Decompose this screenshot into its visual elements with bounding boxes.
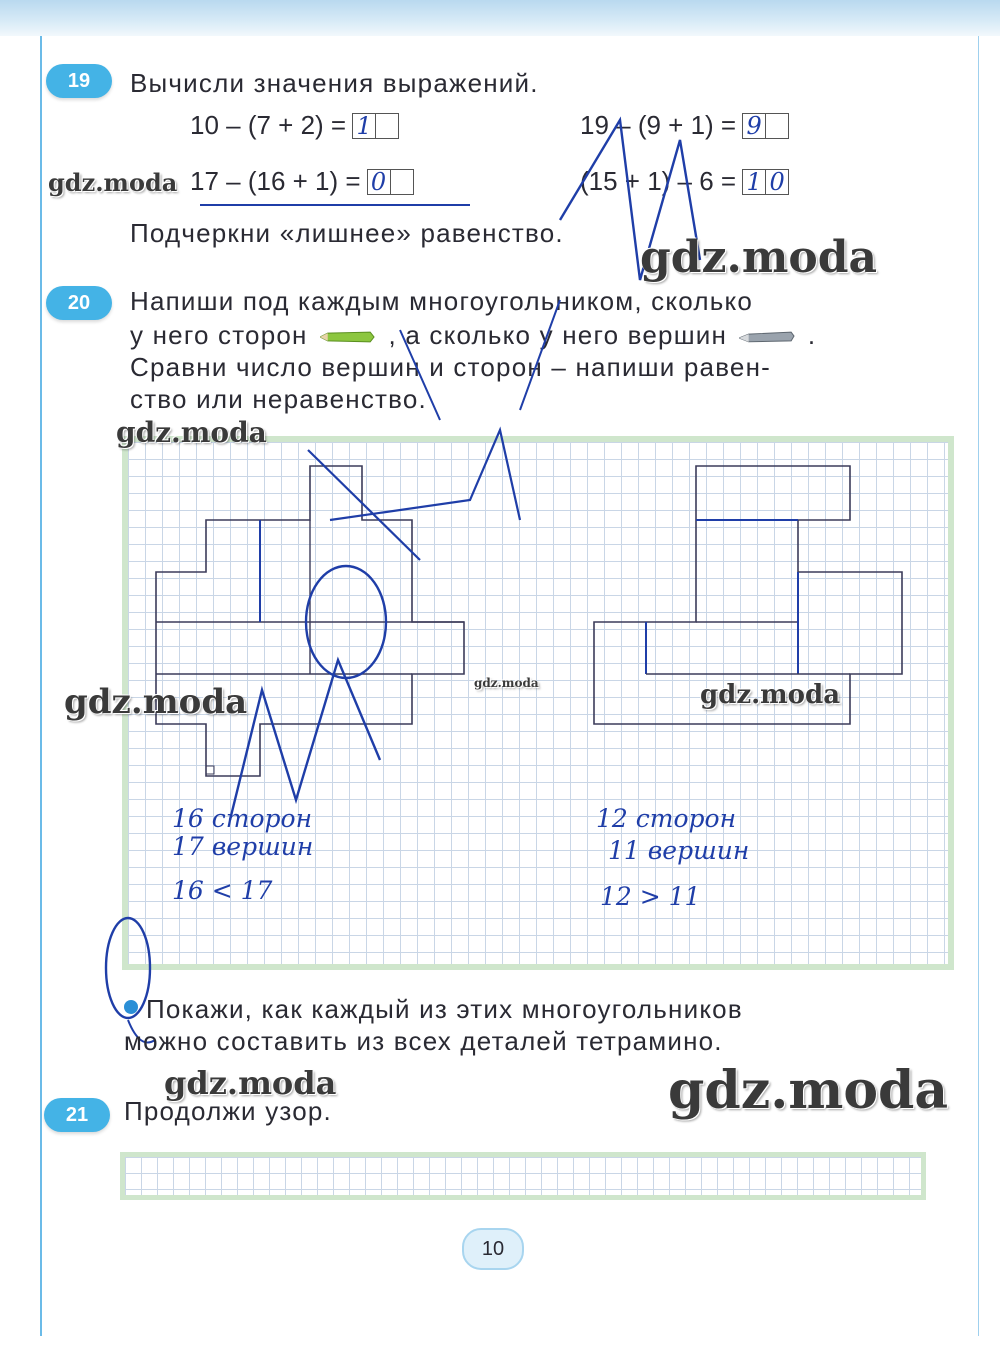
exercise-20-bullet-line-1: Покажи, как каждый из этих многоугольников xyxy=(146,994,743,1024)
watermark: gdz.moda xyxy=(668,1060,949,1121)
left-vertices-count: 17 вершин xyxy=(172,832,314,861)
left-comparison: 16 < 17 xyxy=(172,876,273,905)
answer-digit: 0 xyxy=(367,169,391,195)
watermark: gdz.moda xyxy=(640,232,878,283)
right-sides-count: 12 сторон xyxy=(596,804,737,833)
exercise-20-line-3: Сравни число вершин и сторон – напиши равен- xyxy=(130,352,771,382)
answer-digit: 9 xyxy=(742,113,766,139)
right-comparison: 12 > 11 xyxy=(600,882,701,911)
page-number: 10 xyxy=(462,1228,524,1270)
expression-text: 10 – (7 + 2) = xyxy=(190,110,347,140)
bullet-dot-icon xyxy=(124,1000,138,1014)
pattern-strip xyxy=(120,1152,926,1200)
line-2-part-c: . xyxy=(807,320,817,350)
line-2-part-b: , а сколько у него вершин xyxy=(388,320,728,350)
answer-digit: 1 xyxy=(352,113,376,139)
watermark: gdz.moda xyxy=(116,416,267,449)
watermark: gdz.moda xyxy=(700,680,841,710)
exercise-19-badge: 19 xyxy=(46,64,112,98)
line-2-part-a: у него сторон xyxy=(130,320,308,350)
exercise-20-line-1: Напиши под каждым многоугольником, сколько xyxy=(130,286,753,316)
watermark: gdz.moda xyxy=(164,1064,337,1102)
exercise-20-badge: 20 xyxy=(46,286,112,320)
right-vertices-count: 11 вершин xyxy=(608,836,750,865)
exercise-19-title: Вычисли значения выражений. xyxy=(130,68,539,98)
answer-digit: 1 xyxy=(742,169,766,195)
left-sides-count: 16 сторон xyxy=(172,804,313,833)
exercise-21-badge: 21 xyxy=(44,1098,110,1132)
exercise-20-bullet-line-2: можно составить из всех деталей тетрамино. xyxy=(124,1026,723,1056)
watermark: gdz.moda xyxy=(48,168,178,197)
watermark: gdz.moda xyxy=(64,682,248,722)
exercise-20-line-4: ство или неравенство. xyxy=(130,384,427,414)
expression-text: 19 – (9 + 1) = xyxy=(580,110,737,140)
watermark: gdz.moda xyxy=(474,676,539,690)
underline-task: Подчеркни «лишнее» равенство. xyxy=(130,218,564,248)
expression-text: 17 – (16 + 1) = xyxy=(190,166,361,196)
exercise-21-title: Продолжи узор. xyxy=(124,1096,332,1126)
answer-digit: 0 xyxy=(766,169,789,195)
expression-text: (15 + 1) – 6 = xyxy=(580,166,737,196)
